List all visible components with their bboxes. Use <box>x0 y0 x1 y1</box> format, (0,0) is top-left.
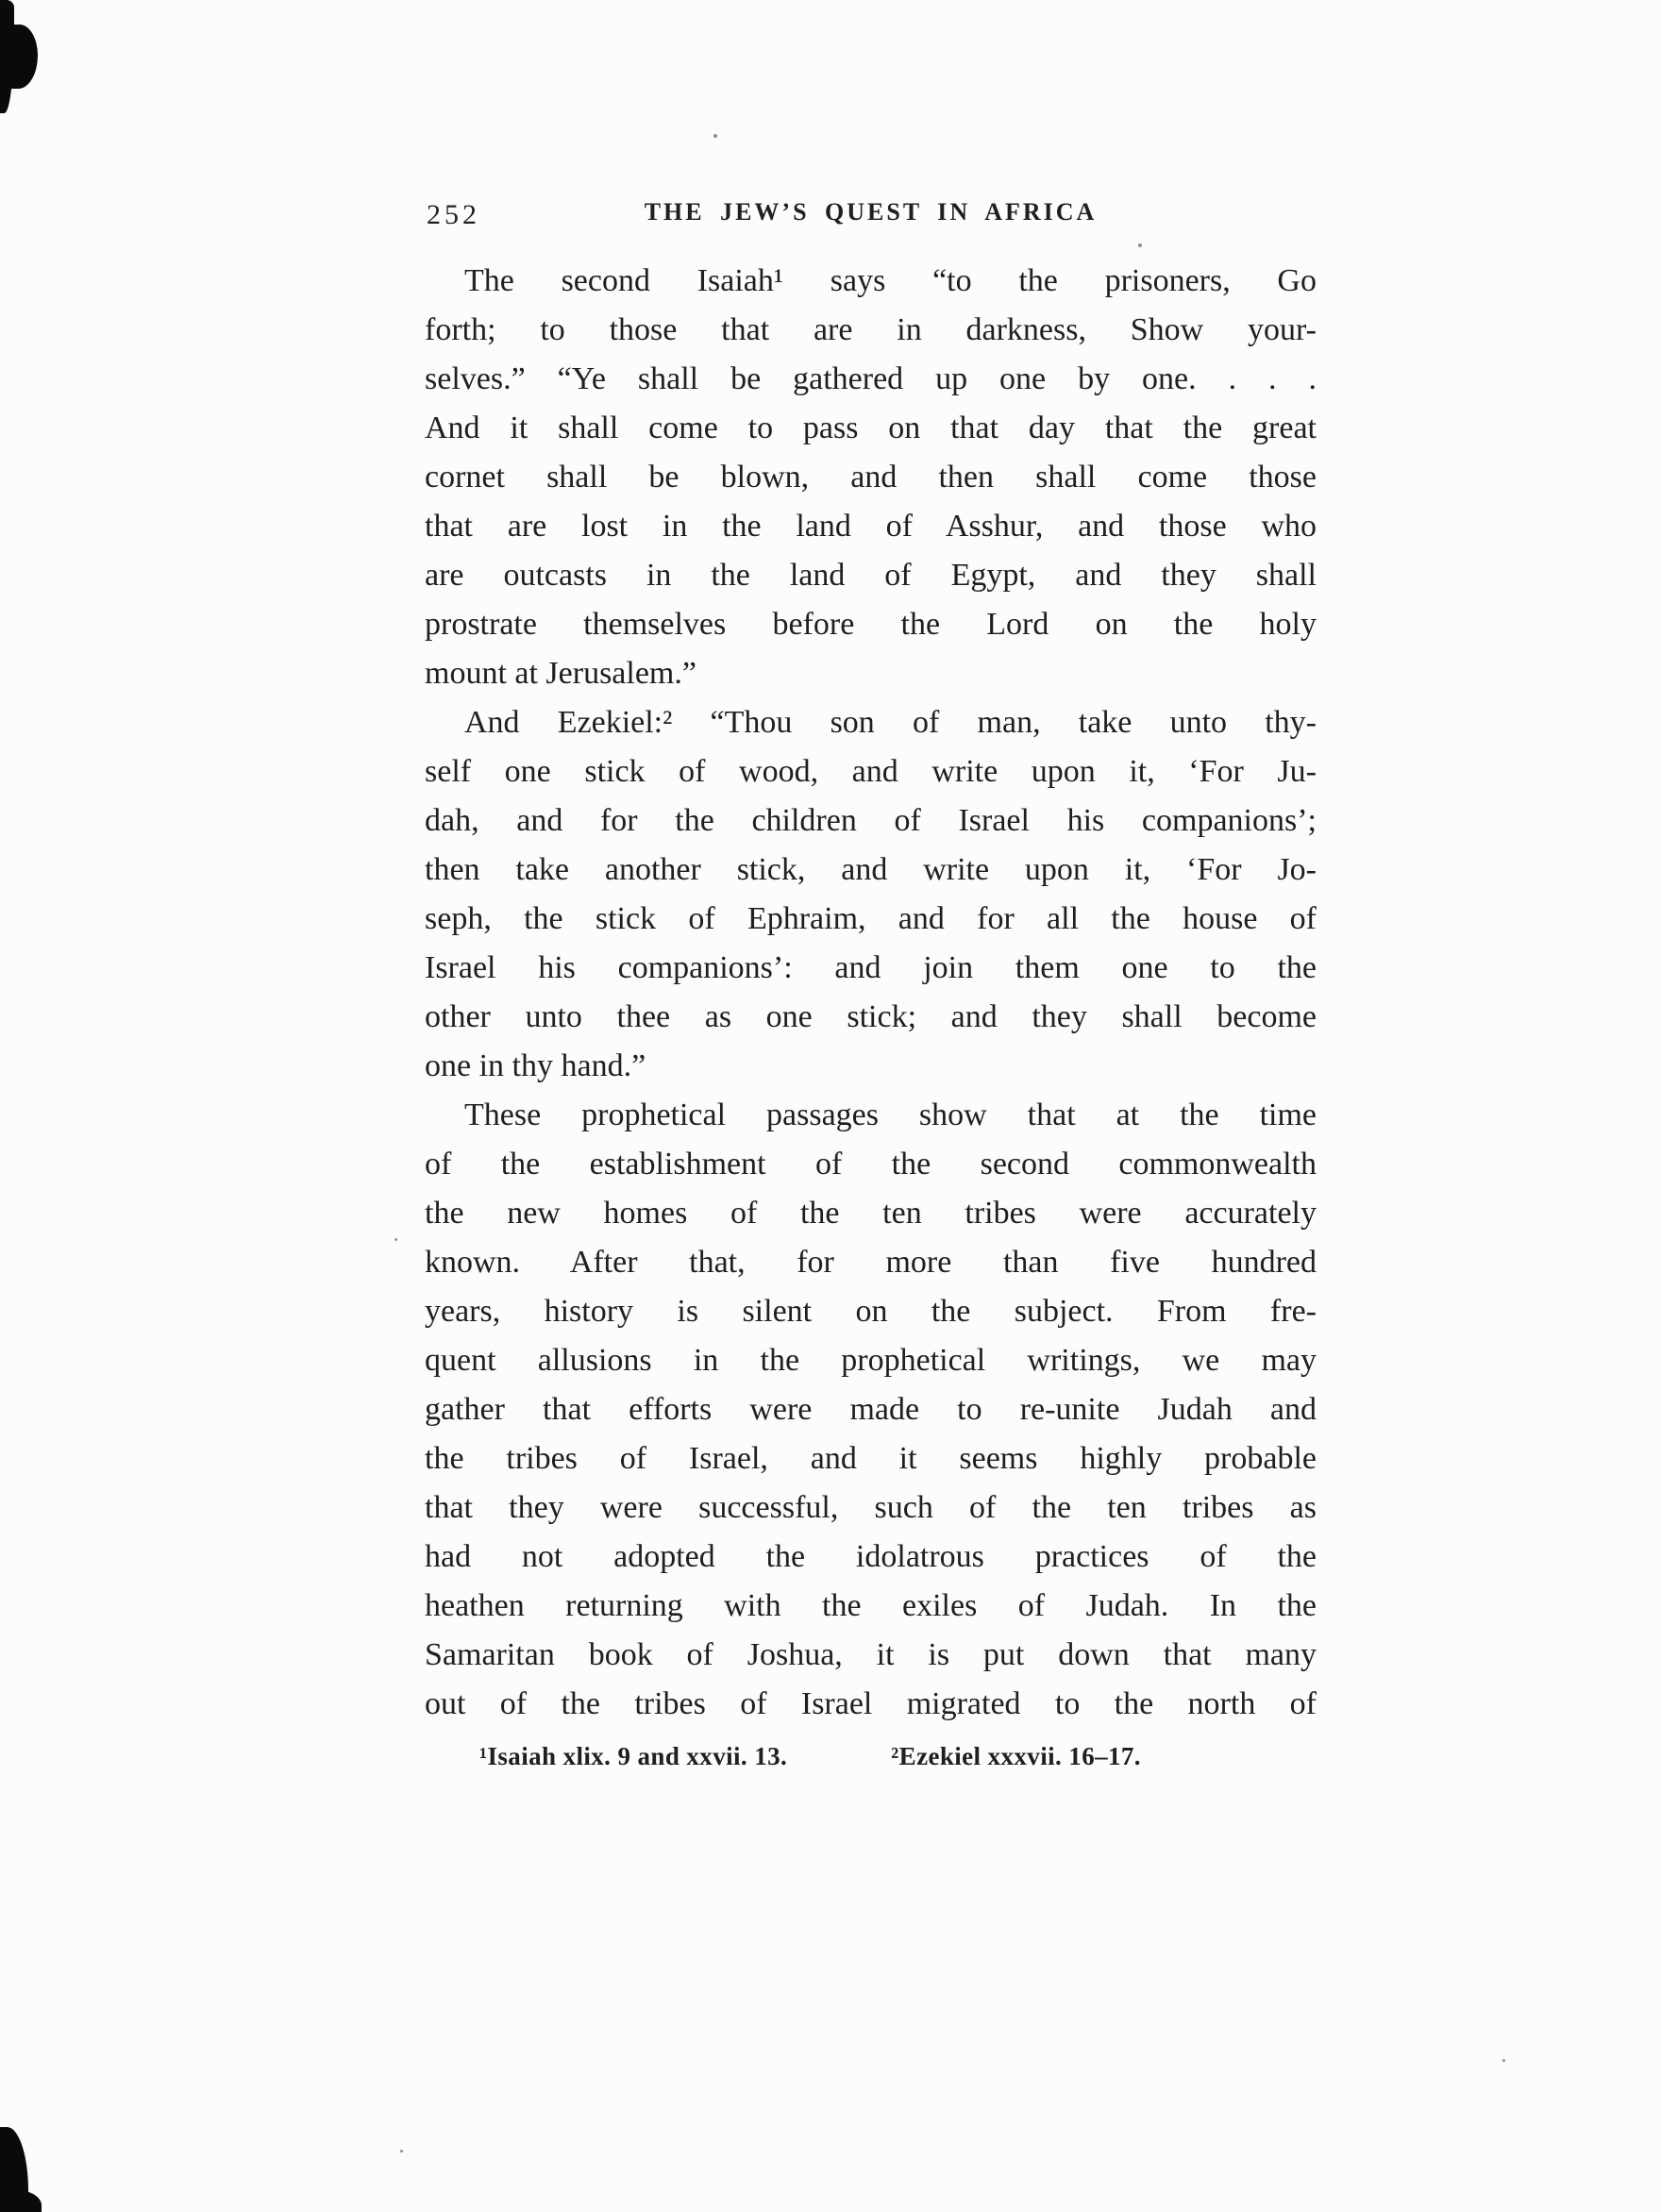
text-line: selves.” “Ye shall be gathered up one by one. . . . <box>425 361 1317 396</box>
paragraph <box>425 257 1317 698</box>
text-line: dah, and for the children of Israel his companions’; <box>425 803 1317 838</box>
scan-artifact-top-left-blob <box>0 25 38 89</box>
page-header <box>425 196 1317 232</box>
text-line: Israel his companions’: and join them one to the <box>425 950 1317 985</box>
scan-artifact-bottom-left-foot <box>0 2189 42 2212</box>
paragraph <box>425 1091 1317 1729</box>
text-line: gather that efforts were made to re-unite Judah and <box>425 1392 1317 1427</box>
scan-speck <box>713 134 717 138</box>
text-line: Samaritan book of Joshua, it is put down that many <box>425 1637 1317 1672</box>
text-line: that they were successful, such of the ten tribes as <box>425 1490 1317 1525</box>
text-line: of the establishment of the second commonwealth <box>425 1147 1317 1181</box>
text-block <box>425 196 1317 1771</box>
text-line: years, history is silent on the subject. From fre- <box>425 1294 1317 1329</box>
scan-speck <box>1502 2059 1505 2062</box>
text-line: The second Isaiah¹ says “to the prisoners, Go <box>464 263 1317 298</box>
text-line: known. After that, for more than five hundred <box>425 1245 1317 1280</box>
paragraph <box>425 698 1317 1091</box>
text-line: mount at Jerusalem.” <box>425 656 696 691</box>
text-line: prostrate themselves before the Lord on the holy <box>425 607 1317 642</box>
text-line: These prophetical passages show that at the time <box>464 1098 1317 1132</box>
running-title: THE JEW’S QUEST IN AFRICA <box>644 198 1098 226</box>
text-line: had not adopted the idolatrous practices of the <box>425 1539 1317 1574</box>
body-text <box>425 257 1317 1729</box>
text-line: one in thy hand.” <box>425 1048 646 1083</box>
text-line: cornet shall be blown, and then shall come those <box>425 460 1317 494</box>
text-line: other unto thee as one stick; and they shall become <box>425 999 1317 1034</box>
footnote: ²Ezekiel xxxvii. 16–17. <box>891 1742 1141 1770</box>
text-line: self one stick of wood, and write upon it, ‘For Ju- <box>425 754 1317 789</box>
text-line: And Ezekiel:² “Thou son of man, take unto thy- <box>464 705 1317 740</box>
text-line: the new homes of the ten tribes were accurately <box>425 1196 1317 1231</box>
text-line: heathen returning with the exiles of Judah. In the <box>425 1588 1317 1623</box>
text-line: quent allusions in the prophetical writings, we may <box>425 1343 1317 1378</box>
text-line: forth; to those that are in darkness, Show your- <box>425 312 1317 347</box>
scan-speck <box>400 2150 403 2153</box>
text-line: are outcasts in the land of Egypt, and they shall <box>425 558 1317 593</box>
footnotes <box>479 1742 1317 1771</box>
text-line: that are lost in the land of Asshur, and those who <box>425 509 1317 544</box>
text-line: the tribes of Israel, and it seems highly probable <box>425 1441 1317 1476</box>
scan-speck <box>394 1238 397 1241</box>
text-line: out of the tribes of Israel migrated to the north of <box>425 1686 1317 1721</box>
text-line: seph, the stick of Ephraim, and for all the house of <box>425 901 1317 936</box>
footnote: ¹Isaiah xlix. 9 and xxvii. 13. <box>479 1742 788 1770</box>
text-line: And it shall come to pass on that day that the great <box>425 411 1317 445</box>
page-number: 252 <box>427 199 480 230</box>
text-line: then take another stick, and write upon it, ‘For Jo- <box>425 852 1317 887</box>
